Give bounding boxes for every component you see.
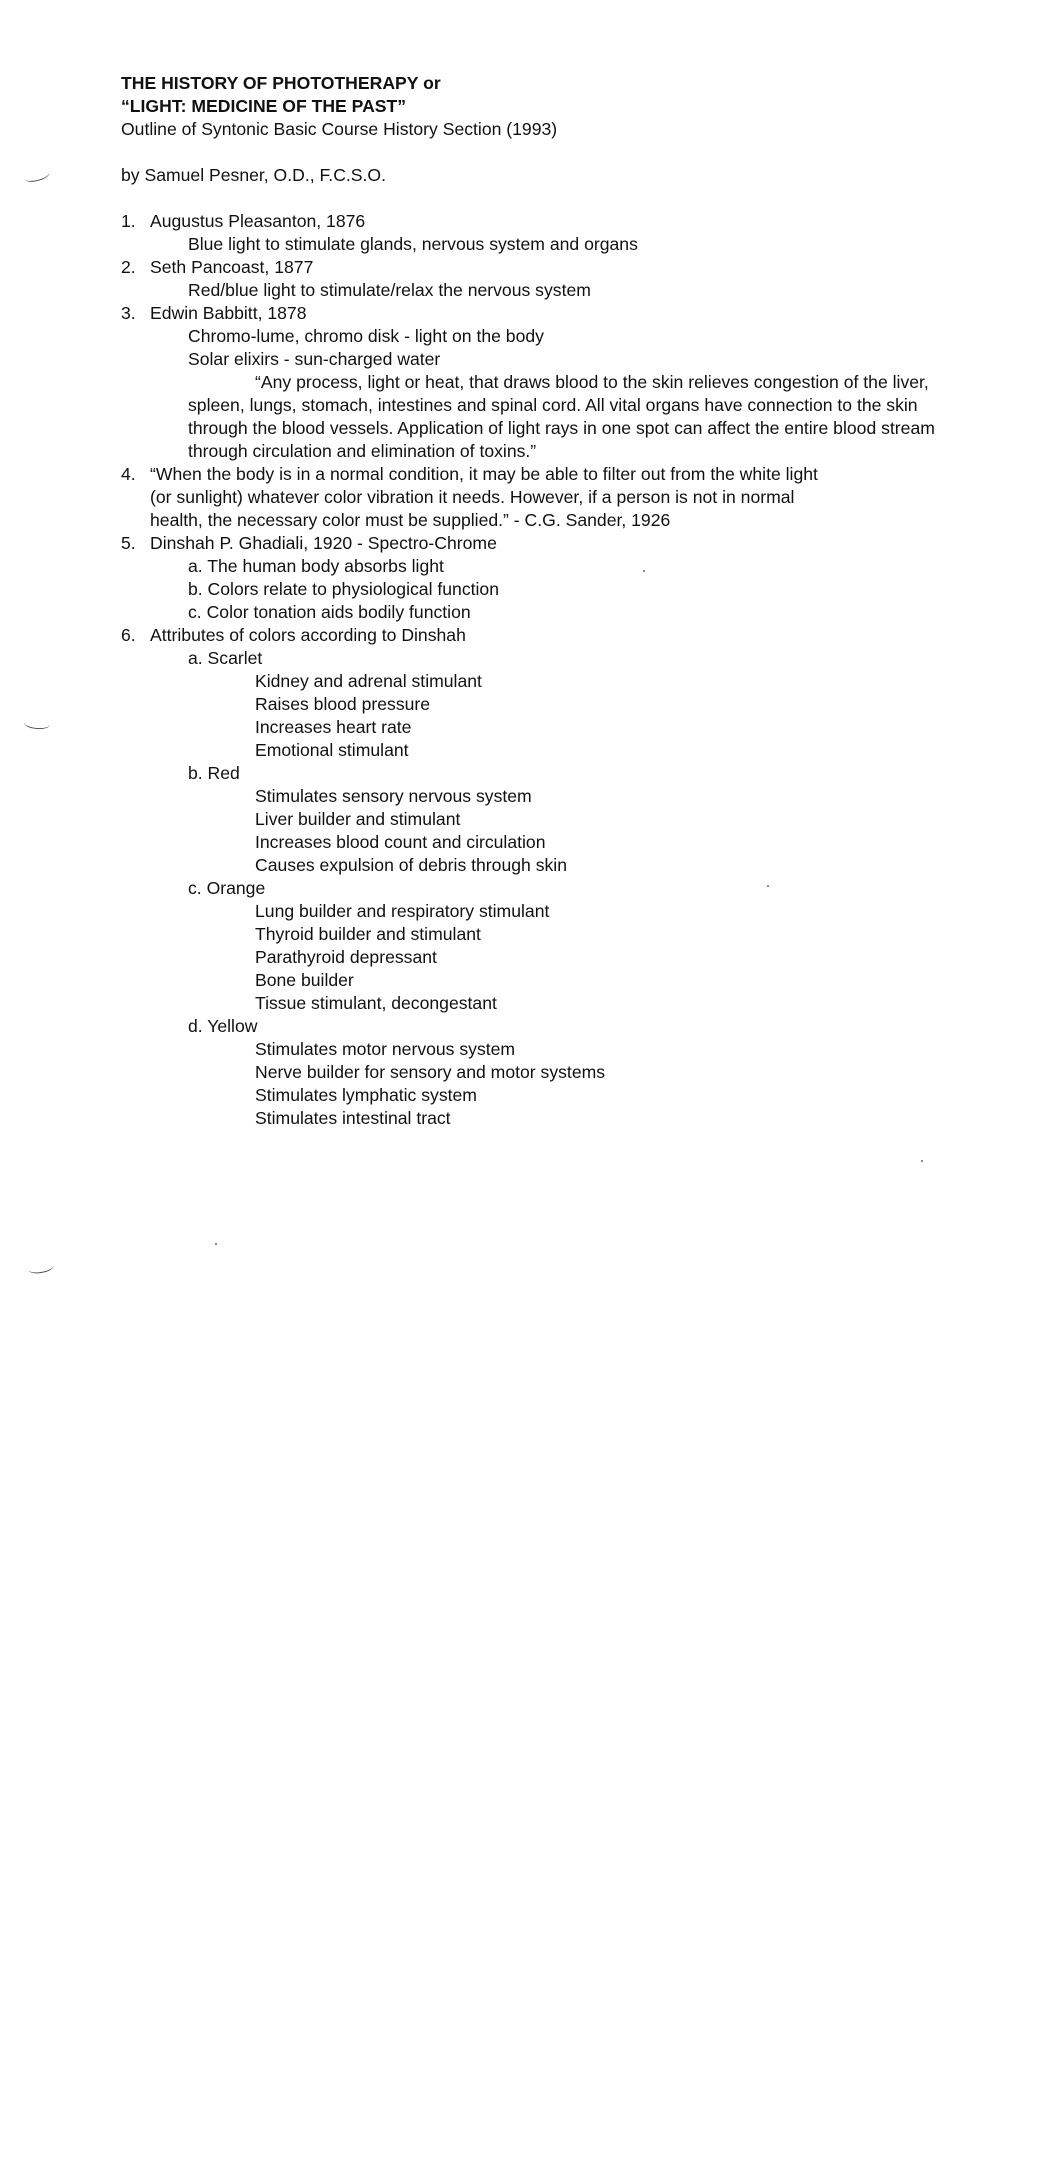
item-number: 6.: [121, 625, 136, 645]
color-attribute: Lung builder and respiratory stimulant: [255, 901, 550, 921]
babbitt-quote: “Any process, light or heat, that draws blood to the skin relieves congestion of the liver, spleen, lungs, stomach, intestines and spinal cord. All vital organs have connection to the skin through the blood vessels. Application of light rays in one spot can affect the entire blood stream through circulation and elimination of toxins.”: [188, 372, 935, 461]
color-attribute: Increases heart rate: [255, 717, 412, 737]
color-attribute: Stimulates motor nervous system: [255, 1039, 516, 1059]
color-orange: [150, 877, 961, 900]
subtitle: Outline of Syntonic Basic Course History Section (1993): [121, 119, 558, 139]
color-scarlet: [150, 647, 961, 670]
item-detail: Solar elixirs - sun-charged water: [188, 349, 441, 369]
color-attribute: Stimulates sensory nervous system: [255, 786, 532, 806]
item-detail: a. The human body absorbs light: [188, 556, 444, 576]
color-label: a. Scarlet: [188, 648, 263, 668]
outline-item: [121, 210, 961, 256]
outline-item: [121, 256, 961, 302]
color-attribute: Liver builder and stimulant: [255, 809, 461, 829]
punch-hole-mark: [27, 1260, 55, 1275]
outline-item: [121, 532, 961, 624]
punch-hole-mark: [23, 167, 51, 184]
color-label: c. Orange: [188, 878, 266, 898]
item-heading: Seth Pancoast, 1877: [150, 257, 314, 277]
item-heading: Dinshah P. Ghadiali, 1920 - Spectro-Chrome: [150, 533, 497, 553]
color-attribute: Stimulates intestinal tract: [255, 1108, 451, 1128]
color-attribute: Nerve builder for sensory and motor systems: [255, 1062, 606, 1082]
item-heading: Augustus Pleasanton, 1876: [150, 211, 366, 231]
title-line-2: “LIGHT: MEDICINE OF THE PAST”: [121, 96, 407, 116]
item-number: 1.: [121, 211, 136, 231]
scan-speck: [921, 1160, 923, 1162]
color-attribute: Raises blood pressure: [255, 694, 431, 714]
color-attribute: Causes expulsion of debris through skin: [255, 855, 567, 875]
sander-quote-line: health, the necessary color must be supplied.” - C.G. Sander, 1926: [150, 510, 671, 530]
outline-item: [121, 624, 961, 1130]
color-attribute: Parathyroid depressant: [255, 947, 437, 967]
item-number: 4.: [121, 464, 136, 484]
item-number: 3.: [121, 303, 136, 323]
item-heading: Edwin Babbitt, 1878: [150, 303, 307, 323]
color-attribute: Stimulates lymphatic system: [255, 1085, 477, 1105]
sander-quote-line: “When the body is in a normal condition, it may be able to filter out from the white light: [150, 464, 818, 484]
color-attribute: Emotional stimulant: [255, 740, 409, 760]
item-detail: Chromo-lume, chromo disk - light on the body: [188, 326, 544, 346]
color-attribute: Tissue stimulant, decongestant: [255, 993, 497, 1013]
sander-quote-line: (or sunlight) whatever color vibration it needs. However, if a person is not in normal: [150, 487, 795, 507]
color-attribute: Bone builder: [255, 970, 354, 990]
color-red: [150, 762, 961, 785]
color-yellow: [150, 1015, 961, 1038]
document-body: [121, 72, 961, 1130]
outline-item: [121, 302, 961, 463]
item-number: 2.: [121, 257, 136, 277]
item-detail: Blue light to stimulate glands, nervous system and organs: [188, 234, 638, 254]
item-detail: Red/blue light to stimulate/relax the nervous system: [188, 280, 591, 300]
item-heading: Attributes of colors according to Dinshah: [150, 625, 466, 645]
outline-list: [121, 210, 961, 1130]
item-number: 5.: [121, 533, 136, 553]
item-detail: c. Color tonation aids bodily function: [188, 602, 471, 622]
color-attribute: Increases blood count and circulation: [255, 832, 546, 852]
color-label: b. Red: [188, 763, 240, 783]
item-detail: b. Colors relate to physiological function: [188, 579, 499, 599]
color-label: d. Yellow: [188, 1016, 258, 1036]
outline-item: [121, 463, 961, 532]
punch-hole-mark: [24, 717, 51, 730]
scan-speck: [215, 1243, 217, 1245]
color-attribute: Kidney and adrenal stimulant: [255, 671, 482, 691]
author-line: by Samuel Pesner, O.D., F.C.S.O.: [121, 165, 386, 185]
title-line-1: THE HISTORY OF PHOTOTHERAPY or: [121, 73, 441, 93]
color-attribute: Thyroid builder and stimulant: [255, 924, 481, 944]
